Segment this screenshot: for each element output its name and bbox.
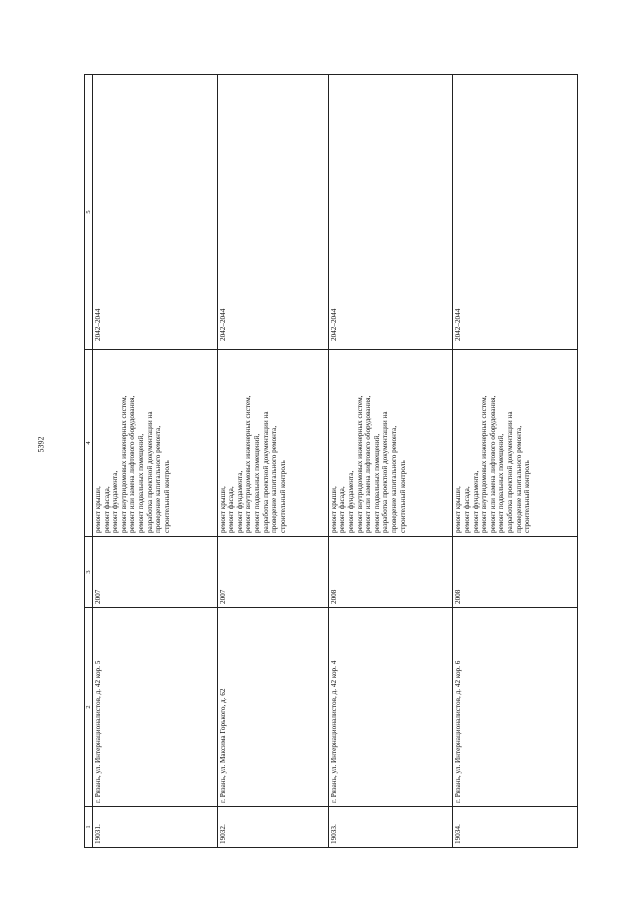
work-item: ремонт крыши,	[329, 486, 338, 533]
work-item: ремонт фундамента,	[235, 470, 244, 533]
work-item: ремонт фасада,	[463, 486, 471, 533]
column-header-5: 5	[85, 75, 93, 350]
works-cell	[217, 350, 328, 537]
year-cell: 2008	[328, 537, 453, 608]
work-item: ремонт подвальных помещений,	[252, 433, 261, 533]
work-item: проведение капитального ремонта,	[154, 425, 163, 533]
work-item: ремонт или замена лифтового оборудования,	[488, 395, 497, 533]
column-header-1: 1	[85, 807, 93, 848]
work-item: ремонт внутридомовых инженерных систем,	[355, 395, 364, 533]
column-header-2: 2	[85, 608, 93, 807]
period-cell: 2042–2044	[217, 75, 328, 350]
work-item: ремонт фасада,	[102, 486, 111, 533]
row-number: 19031.	[93, 807, 218, 848]
address-cell: г. Рязань, ул. Интернационалистов, д. 42 кор. 5	[93, 608, 218, 807]
row-number: 19032.	[217, 807, 328, 848]
work-item: строительный контроль	[278, 460, 287, 533]
work-item: проведение капитального ремонта,	[514, 425, 523, 533]
year-cell: 2007	[93, 537, 218, 608]
work-item: ремонт крыши,	[218, 486, 227, 533]
work-item: строительный контроль	[162, 460, 171, 533]
column-number-row	[85, 75, 93, 848]
period-cell: 2042–2044	[328, 75, 453, 350]
address-cell: г. Рязань, ул. Интернационалистов, д. 42 кор. 6	[453, 608, 578, 807]
work-item: ремонт фундамента,	[347, 470, 356, 533]
page-number: 5392	[36, 436, 46, 453]
repair-schedule-table	[84, 74, 578, 848]
work-item: разработка проектной документации на	[261, 411, 270, 533]
year-cell: 2008	[453, 537, 578, 608]
work-item: ремонт фундамента,	[111, 470, 120, 533]
work-item: ремонт или замена лифтового оборудования,	[364, 395, 373, 533]
table-row	[328, 75, 453, 848]
work-item: ремонт подвальных помещений,	[372, 433, 381, 533]
work-item: строительный контроль	[398, 460, 407, 533]
work-item: ремонт фундамента,	[471, 470, 480, 533]
work-item: проведение капитального ремонта,	[389, 425, 398, 533]
work-item: разработка проектной документации на	[145, 411, 154, 533]
works-cell	[93, 350, 218, 537]
work-item: ремонт фасада,	[227, 486, 236, 533]
row-number: 19033.	[328, 807, 453, 848]
work-item: проведение капитального ремонта,	[270, 425, 279, 533]
work-item: разработка проектной документации на	[381, 411, 390, 533]
work-item: ремонт крыши,	[454, 486, 463, 533]
year-cell: 2007	[217, 537, 328, 608]
column-header-3: 3	[85, 537, 93, 608]
address-cell: г. Рязань, ул. Максима Горького, д. 62	[217, 608, 328, 807]
column-header-4: 4	[85, 350, 93, 537]
work-item: ремонт внутридомовых инженерных систем,	[480, 395, 489, 533]
work-item: ремонт фасада,	[338, 486, 347, 533]
work-item: разработка проектной документации на	[505, 411, 514, 533]
work-item: ремонт внутридомовых инженерных систем,	[244, 395, 253, 533]
work-item: ремонт или замена лифтового оборудования,	[128, 395, 137, 533]
works-cell	[453, 350, 578, 537]
work-item: ремонт подвальных помещений,	[136, 433, 145, 533]
work-item: ремонт подвальных помещений,	[497, 433, 506, 533]
table-row	[93, 75, 218, 848]
work-item: ремонт внутридомовых инженерных систем,	[119, 395, 128, 533]
work-item: ремонт крыши,	[94, 486, 102, 533]
period-cell: 2042–2044	[453, 75, 578, 350]
table-row	[453, 75, 578, 848]
table-container	[84, 80, 578, 848]
work-item: строительный контроль	[523, 460, 532, 533]
table-row	[217, 75, 328, 848]
row-number: 19034.	[453, 807, 578, 848]
works-cell	[328, 350, 453, 537]
period-cell: 2042–2044	[93, 75, 218, 350]
address-cell: г. Рязань, ул. Интернационалистов, д. 42 кор. 4	[328, 608, 453, 807]
